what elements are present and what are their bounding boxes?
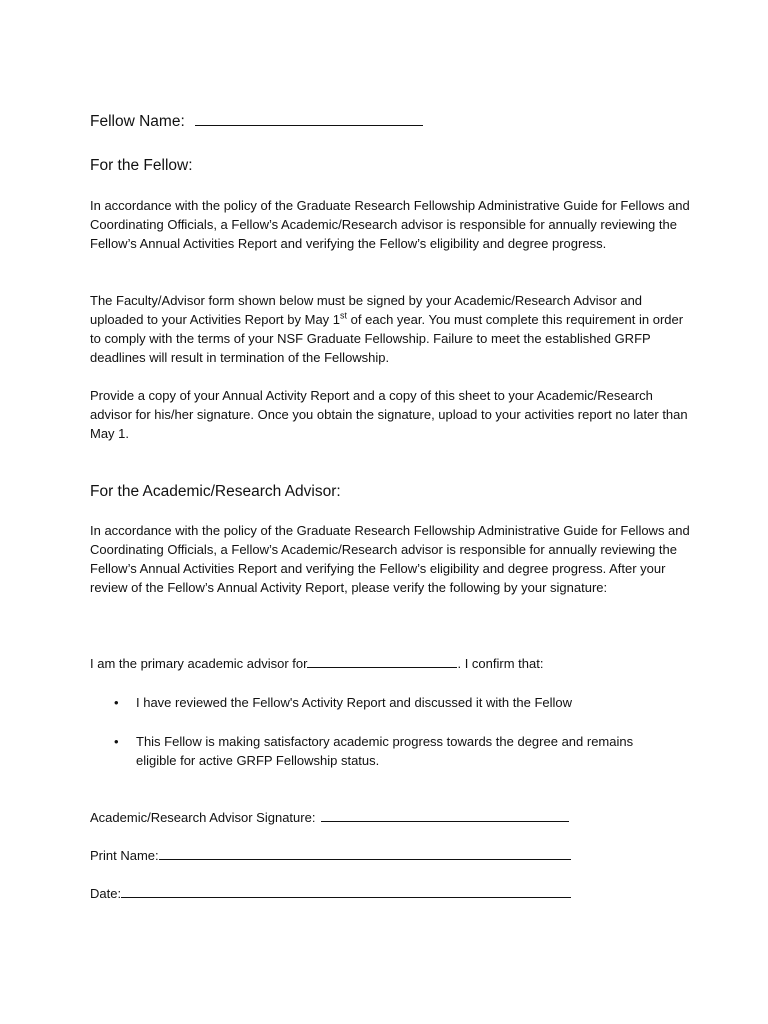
- signature-line: [90, 808, 690, 827]
- date-ordinal-suffix: st: [340, 310, 348, 321]
- fellow-paragraph-3: Provide a copy of your Annual Activity Report and a copy of this sheet to your Academic/Research advisor for his/her signature. Once you obtain the signature, upload to your activities report no later than May 1.: [90, 388, 688, 441]
- print-name-blank[interactable]: [159, 846, 571, 860]
- confirmation-item-reviewed: • I have reviewed the Fellow's Activity Report and discussed it with the Fellow: [110, 693, 670, 712]
- fellow-name-field: [90, 112, 690, 132]
- signature-label: Academic/Research Advisor Signature:: [90, 810, 316, 825]
- confirmation-list-2: [110, 732, 670, 770]
- advisor-confirm-label: I am the primary academic advisor for: [90, 656, 308, 671]
- date-line: [90, 884, 690, 903]
- date-label: Date:: [90, 886, 122, 901]
- fellow-paragraph-1: In accordance with the policy of the Graduate Research Fellowship Administrative Guide for Fellows and Coordinating Officials, a Fellow’s Academic/Research advisor is responsible for annually reviewing the Fellow’s Annual Activities Report and verifying the Fellow’s eligibility and degree progress.: [90, 198, 690, 251]
- fellow-name-blank-advisor[interactable]: [307, 654, 457, 668]
- advisor-paragraph: In accordance with the policy of the Graduate Research Fellowship Administrative Guide for Fellows and Coordinating Officials, a Fellow’s Academic/Research advisor is responsible for annually reviewing the Fellow’s Annual Activities Report and verifying the Fellow’s eligibility and degree progress. After your review of the Fellow’s Annual Activity Report, please verify the following by your signature:: [90, 523, 690, 595]
- advisor-confirm-line: [90, 654, 690, 673]
- advisor-section-heading: For the Academic/Research Advisor:: [90, 483, 341, 500]
- fellow-paragraph-2-start: The Faculty/Advisor form shown below must be signed by your Academic/Research Advisor and uploaded to your Activities Report by May 1: [90, 293, 643, 327]
- fellow-name-blank[interactable]: [195, 112, 423, 126]
- confirmation-list: [110, 693, 670, 712]
- fellow-section-heading: For the Fellow:: [90, 157, 193, 174]
- confirmation-item-progress: • This Fellow is making satisfactory academic progress towards the degree and remains eligible for active GRFP Fellowship status.: [110, 732, 670, 770]
- print-name-line: [90, 846, 690, 865]
- print-name-label: Print Name:: [90, 848, 159, 863]
- fellow-name-label: Fellow Name:: [90, 113, 185, 130]
- advisor-confirm-suffix: . I confirm that:: [457, 656, 544, 671]
- date-blank[interactable]: [121, 884, 571, 898]
- fellow-paragraph-2: [90, 291, 690, 367]
- fellow-paragraph-2-end: of each year. You must complete this requirement in order to comply with the terms of your NSF Graduate Fellowship. Failure to meet the established GRFP deadlines will result in termination of the Fellowship.: [90, 312, 684, 365]
- signature-blank[interactable]: [321, 808, 569, 822]
